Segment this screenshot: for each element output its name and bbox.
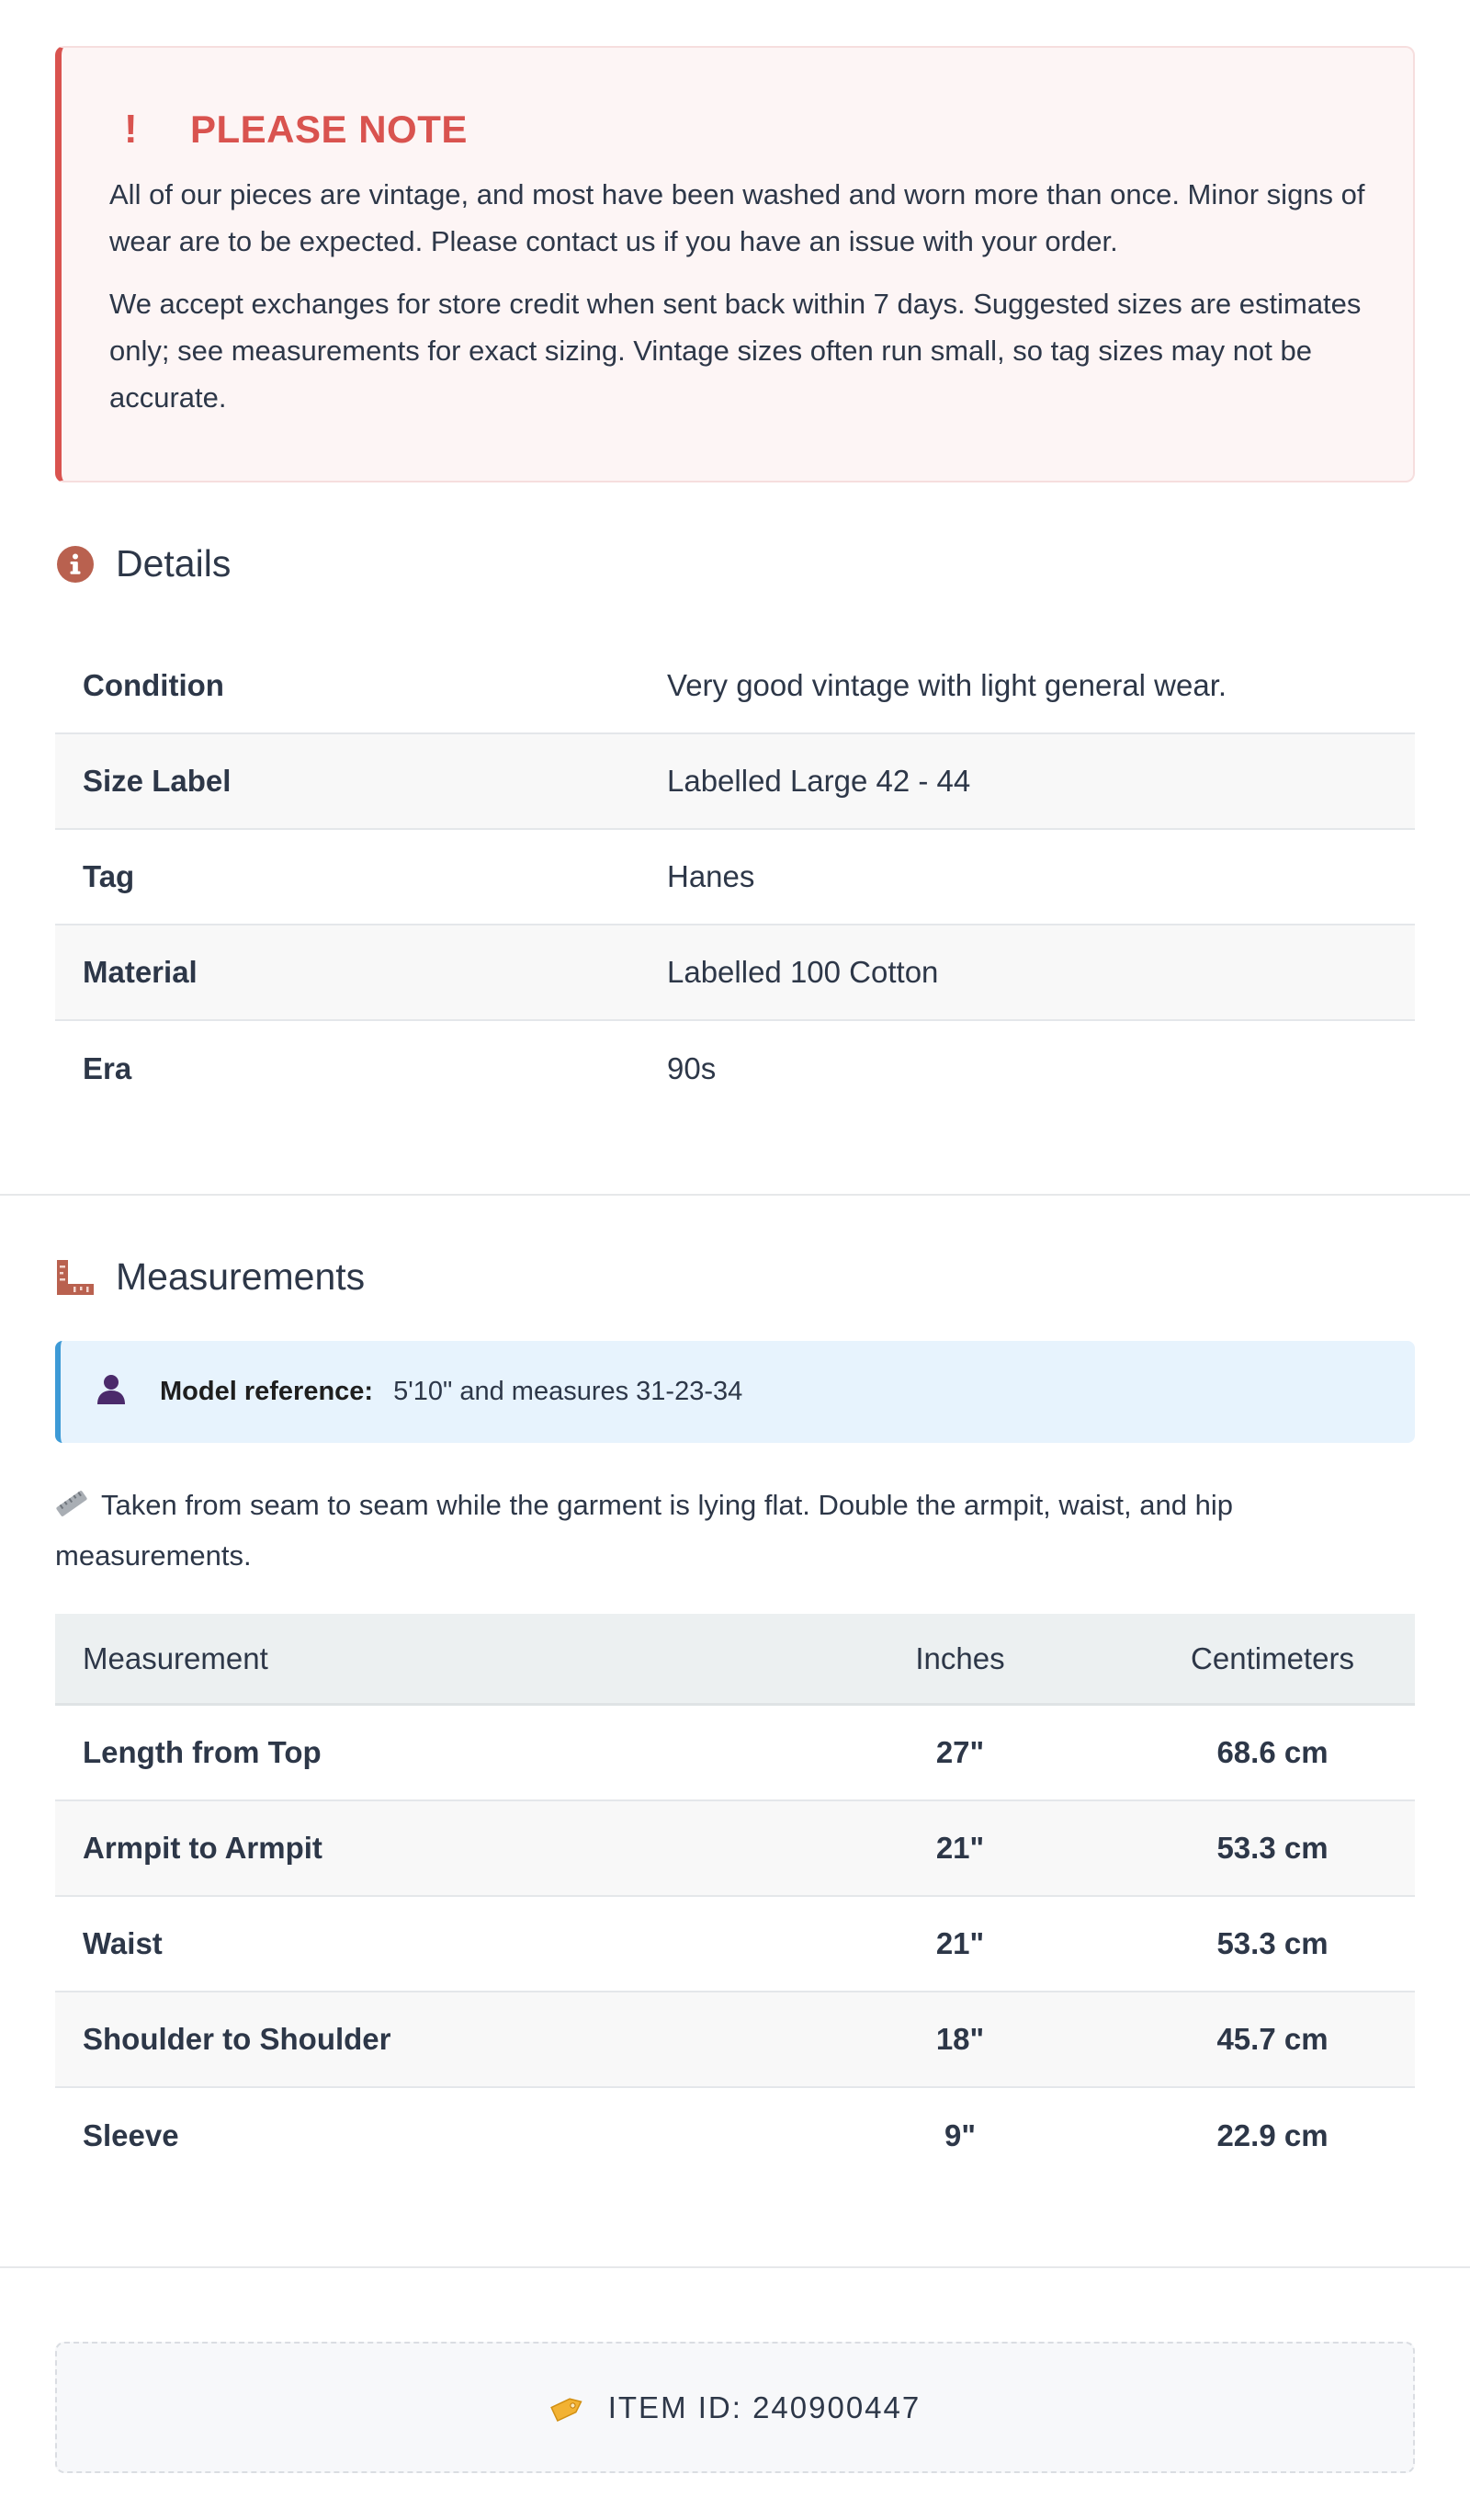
section-divider	[0, 1194, 1470, 1196]
please-note-box	[55, 46, 1415, 482]
measurement-name: Waist	[83, 1926, 163, 1960]
model-reference-label: Model reference:	[160, 1377, 374, 1406]
details-table	[55, 639, 1415, 1117]
notice-title: PLEASE NOTE	[190, 108, 468, 151]
measuring-instructions	[55, 1481, 1415, 1579]
details-value: Hanes	[667, 859, 755, 893]
column-header-centimeters: Centimeters	[1191, 1640, 1354, 1675]
measurement-cm: 68.6 cm	[1216, 1735, 1329, 1769]
measurement-name: Sleeve	[83, 2118, 179, 2152]
measurement-inches: 9"	[944, 2118, 976, 2152]
section-divider	[0, 2266, 1470, 2268]
details-value: Labelled Large 42 - 44	[667, 764, 971, 798]
person-silhouette-icon	[96, 1372, 127, 1413]
notice-header	[109, 101, 1365, 158]
table-row	[55, 2088, 1415, 2184]
column-header-measurement: Measurement	[83, 1640, 268, 1675]
measurement-name: Armpit to Armpit	[83, 1831, 322, 1865]
table-row	[55, 1801, 1415, 1897]
measurement-inches: 27"	[935, 1735, 985, 1769]
measurements-table	[55, 1614, 1415, 2184]
measurement-inches: 18"	[935, 2022, 985, 2056]
exclamation-icon: !	[124, 107, 138, 152]
notice-paragraph: We accept exchanges for store credit when sent back within 7 days. Suggested sizes are estimates only; see measurements for exact sizing. Vintage sizes often run small, so tag sizes may not be accurate.	[109, 288, 1362, 414]
ruler-icon	[55, 1485, 88, 1532]
details-title: Details	[116, 542, 232, 585]
table-row	[55, 1897, 1415, 1992]
item-id-box	[55, 2342, 1415, 2473]
details-label: Era	[83, 1051, 132, 1085]
measurement-cm: 45.7 cm	[1216, 2022, 1329, 2056]
measurement-cm: 53.3 cm	[1216, 1926, 1329, 1960]
table-row	[55, 1706, 1415, 1801]
details-row	[55, 1021, 1415, 1117]
details-value: Very good vintage with light general wear.	[667, 668, 1227, 702]
details-label: Tag	[83, 859, 135, 893]
column-header-inches: Inches	[915, 1640, 1005, 1675]
measurement-name: Shoulder to Shoulder	[83, 2022, 391, 2056]
info-circle-icon	[55, 544, 96, 585]
instructions-text: Taken from seam to seam while the garment is lying flat. Double the armpit, waist, and hip measurements.	[55, 1489, 1233, 1572]
details-row	[55, 925, 1415, 1021]
model-reference-value: 5'10" and measures 31-23-34	[393, 1377, 743, 1406]
measurement-cm: 53.3 cm	[1216, 1831, 1329, 1865]
measurement-inches: 21"	[935, 1926, 985, 1960]
price-tag-icon	[549, 2392, 586, 2424]
table-header-row	[55, 1614, 1415, 1706]
details-heading	[55, 542, 231, 585]
item-id-label: ITEM ID: 240900447	[607, 2389, 922, 2424]
details-row	[55, 830, 1415, 925]
details-label: Material	[83, 955, 198, 989]
details-label: Condition	[83, 668, 224, 702]
table-row	[55, 1992, 1415, 2088]
measurement-name: Length from Top	[83, 1735, 322, 1769]
model-reference-callout	[55, 1341, 1415, 1443]
details-value: 90s	[667, 1051, 717, 1085]
measurements-title: Measurements	[116, 1255, 366, 1298]
details-value: Labelled 100 Cotton	[667, 955, 939, 989]
measurement-inches: 21"	[935, 1831, 985, 1865]
measurement-cm: 22.9 cm	[1216, 2118, 1329, 2152]
details-row	[55, 639, 1415, 734]
details-row	[55, 734, 1415, 830]
ruler-icon	[55, 1257, 96, 1298]
notice-paragraph: All of our pieces are vintage, and most have been washed and worn more than once. Minor signs of wear are to be expected. Please contact us if you have an issue with your order.	[109, 178, 1365, 257]
details-label: Size Label	[83, 764, 232, 798]
measurements-heading	[55, 1255, 365, 1299]
